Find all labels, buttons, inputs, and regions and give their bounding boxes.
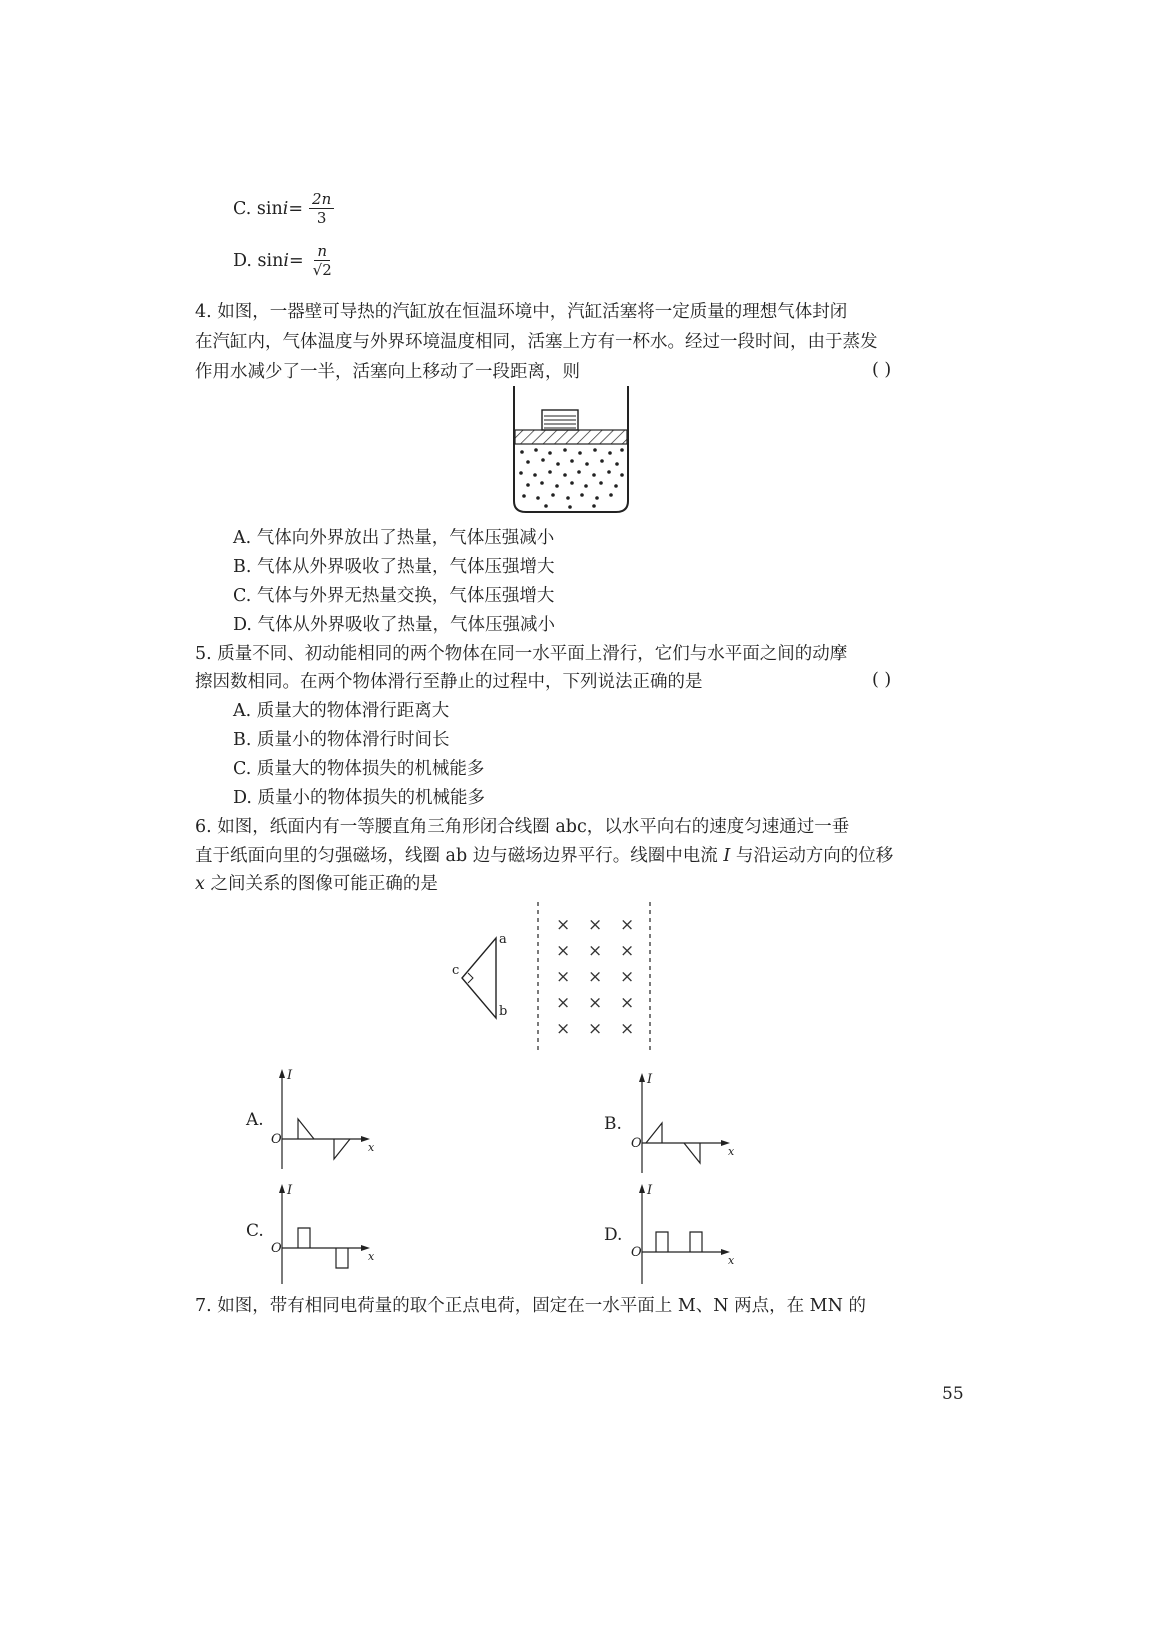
y-axis-arrow <box>639 1073 645 1082</box>
water-lines <box>544 416 576 428</box>
field-cross-mark: × <box>620 1019 635 1039</box>
y-axis-arrow <box>279 1184 285 1193</box>
page-number: 55 <box>942 1384 964 1404</box>
q5-line-2: 擦因数相同。在两个物体滑行至静止的过程中，下列说法正确的是 <box>195 672 703 692</box>
q5-option-c: C. 质量大的物体损失的机械能多 <box>233 759 485 779</box>
q6-line-2-text-a: 直于纸面向里的匀强磁场，线圈 ab 边与磁场边界平行。线圈中电流 <box>195 846 724 866</box>
field-cross-mark: × <box>620 993 635 1013</box>
x-axis-label: x <box>728 1254 735 1267</box>
field-cross-mark: × <box>620 915 635 935</box>
graph-label: D. <box>604 1225 623 1245</box>
q6-line-2 <box>195 844 893 868</box>
field-cross-mark: × <box>556 941 571 961</box>
graph-label: B. <box>604 1114 622 1134</box>
q4-option-a: A. 气体向外界放出了热量，气体压强减小 <box>233 528 555 548</box>
piston <box>515 430 627 444</box>
negative-pulse <box>336 1248 348 1268</box>
q4-option-c: C. 气体与外界无热量交换，气体压强增大 <box>233 586 555 606</box>
coil-field-figure <box>450 900 670 1052</box>
x-axis-label: x <box>728 1145 735 1158</box>
positive-pulse <box>298 1228 310 1248</box>
q3-option-d-fraction <box>310 242 335 279</box>
q5-option-b: B. 质量小的物体滑行时间长 <box>233 730 450 750</box>
numerator: n <box>314 242 330 261</box>
positive-pulse-2 <box>690 1232 702 1252</box>
denominator: 3 <box>316 209 327 227</box>
y-axis-arrow <box>279 1069 285 1078</box>
field-cross-mark: × <box>588 941 603 961</box>
field-cross-mark: × <box>620 967 635 987</box>
graph-b <box>602 1069 782 1177</box>
positive-pulse <box>298 1119 314 1139</box>
y-axis-label: I <box>647 1183 653 1198</box>
vertex-c-label: c <box>452 963 460 978</box>
cylinder-figure <box>510 386 640 526</box>
q6-displacement-var: x <box>195 874 205 894</box>
negative-pulse <box>684 1143 700 1163</box>
field-cross-mark: × <box>588 1019 603 1039</box>
origin-label: O <box>271 1132 282 1147</box>
q6-line-1: 6. 如图，纸面内有一等腰直角三角形闭合线圈 abc，以水平向右的速度匀速通过一垂 <box>195 817 850 837</box>
q3-option-c-var: i <box>282 198 289 219</box>
field-cross-mark: × <box>588 967 603 987</box>
positive-pulse-1 <box>656 1232 668 1252</box>
q3-option-d <box>233 242 335 279</box>
magnetic-field-marks <box>556 915 634 1039</box>
q4-answer-paren: ( ) <box>872 360 892 380</box>
y-axis-label: I <box>287 1183 293 1198</box>
q4-option-b: B. 气体从外界吸收了热量，气体压强增大 <box>233 557 555 577</box>
numerator: 2n <box>309 190 334 209</box>
q3-option-d-eq: = <box>289 250 304 271</box>
field-cross-mark: × <box>588 915 603 935</box>
q7-line-1: 7. 如图，带有相同电荷量的取个正点电荷，固定在一水平面上 M、N 两点，在 MN 的 <box>195 1296 866 1316</box>
graph-label: C. <box>246 1221 264 1241</box>
q5-answer-paren: ( ) <box>872 670 892 690</box>
origin-label: O <box>631 1136 642 1151</box>
q4-line-1: 4. 如图，一器壁可导热的汽缸放在恒温环境中，汽缸活塞将一定质量的理想气体封闭 <box>195 302 848 322</box>
q4-line-2: 在汽缸内，气体温度与外界环境温度相同，活塞上方有一杯水。经过一段时间，由于蒸发 <box>195 332 878 352</box>
right-angle-mark <box>468 973 473 983</box>
field-cross-mark: × <box>556 1019 571 1039</box>
q5-line-1: 5. 质量不同、初动能相同的两个物体在同一水平面上滑行，它们与水平面之间的动摩 <box>195 644 848 664</box>
y-axis-label: I <box>647 1072 653 1087</box>
field-cross-mark: × <box>588 993 603 1013</box>
field-cross-mark: × <box>556 967 571 987</box>
q4-option-d: D. 气体从外界吸收了热量，气体压强减小 <box>233 615 556 635</box>
vertex-b-label: b <box>499 1004 508 1019</box>
gas-molecules <box>519 448 624 509</box>
q6-line-3-text: 之间关系的图像可能正确的是 <box>204 874 438 894</box>
q6-current-var: I <box>723 846 731 866</box>
q3-option-d-var: i <box>283 250 289 271</box>
origin-label: O <box>631 1245 642 1260</box>
field-cross-mark: × <box>556 993 571 1013</box>
denominator: √2 <box>312 261 332 279</box>
q3-option-c-prefix: C. sin <box>233 198 283 219</box>
q3-option-c-fraction <box>309 190 334 227</box>
x-axis-label: x <box>368 1250 375 1263</box>
graph-a <box>242 1065 422 1173</box>
q3-option-d-prefix: D. sin <box>233 250 284 271</box>
positive-pulse <box>646 1123 662 1143</box>
graph-label: A. <box>246 1110 264 1130</box>
y-axis-label: I <box>287 1068 293 1083</box>
q6-line-3 <box>195 872 438 896</box>
graph-c <box>242 1180 422 1288</box>
q3-option-c-eq: = <box>288 198 304 219</box>
field-cross-mark: × <box>620 941 635 961</box>
triangle-coil <box>462 938 496 1018</box>
vertex-a-label: a <box>499 932 507 947</box>
q3-option-c <box>233 190 334 227</box>
graph-d <box>602 1180 782 1288</box>
origin-label: O <box>271 1241 282 1256</box>
q6-line-2-text-b: 与沿运动方向的位移 <box>730 846 894 866</box>
q4-line-3: 作用水减少了一半，活塞向上移动了一段距离，则 <box>195 362 580 382</box>
x-axis-label: x <box>368 1141 375 1154</box>
cylinder-wall <box>514 386 628 512</box>
q5-option-d: D. 质量小的物体损失的机械能多 <box>233 788 486 808</box>
field-cross-mark: × <box>556 915 571 935</box>
negative-pulse <box>334 1139 350 1159</box>
q5-option-a: A. 质量大的物体滑行距离大 <box>233 701 450 721</box>
y-axis-arrow <box>639 1184 645 1193</box>
